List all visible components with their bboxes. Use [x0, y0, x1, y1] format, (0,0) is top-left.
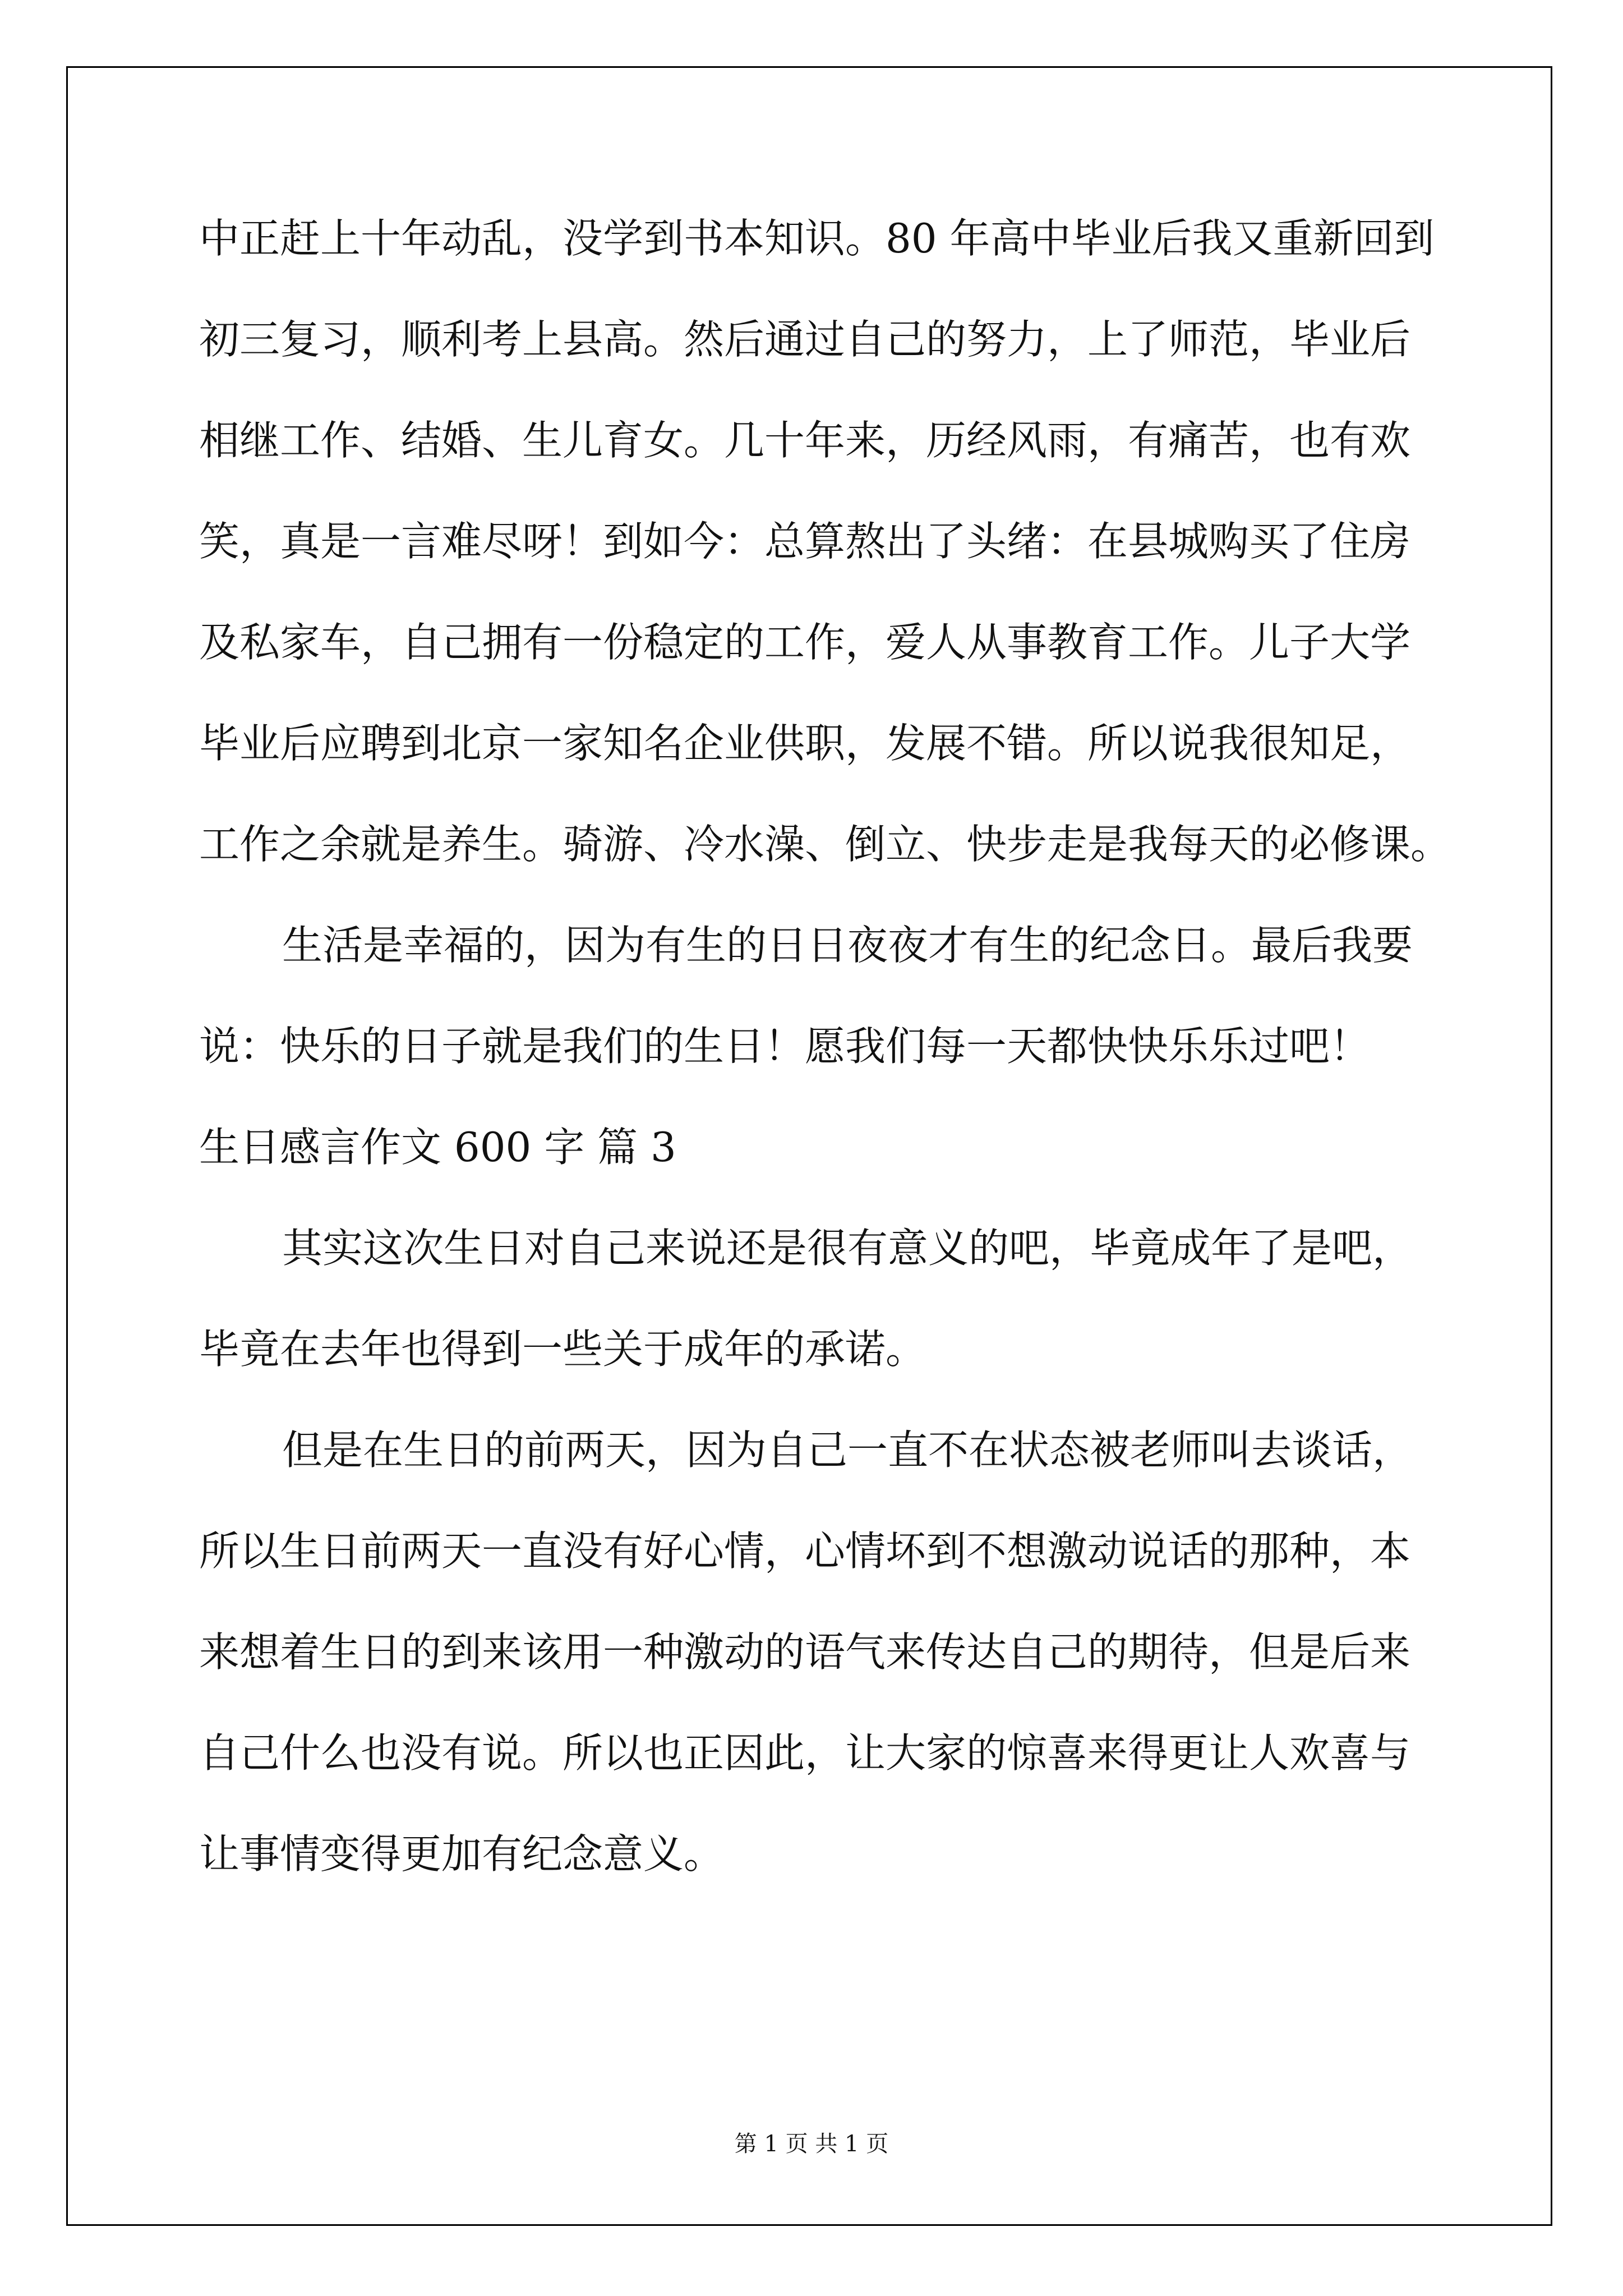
document-body: [199, 205, 1451, 1921]
text-line-14: 所以生日前两天一直没有好心情，心情坏到不想激动说话的那种，本: [199, 1527, 1411, 1575]
text-line-7: 工作之余就是养生。骑游、冷水澡、倒立、快步走是我每天的必修课。: [199, 821, 1451, 868]
text-line-15: 来想着生日的到来该用一种激动的语气来传达自己的期待，但是后来: [199, 1628, 1411, 1676]
section-heading: 生日感言作文 600 字 篇 3: [199, 1124, 676, 1171]
text-line-8: 生活是幸福的，因为有生的日日夜夜才有生的纪念日。最后我要: [282, 922, 1413, 969]
text-line-12: 毕竟在去年也得到一些关于成年的承诺。: [199, 1326, 926, 1373]
text-line-5: 及私家车，自己拥有一份稳定的工作，爱人从事教育工作。儿子大学: [199, 619, 1411, 666]
text-line-4: 笑，真是一言难尽呀！到如今：总算熬出了头绪：在县城购买了住房: [199, 518, 1411, 565]
text-line-13: 但是在生日的前两天，因为自己一直不在状态被老师叫去谈话，: [282, 1427, 1413, 1474]
text-line-17: 让事情变得更加有纪念意义。: [199, 1830, 725, 1878]
text-line-2: 初三复习，顺利考上县高。然后通过自己的努力，上了师范，毕业后: [199, 316, 1411, 363]
text-line-9: 说：快乐的日子就是我们的生日！愿我们每一天都快快乐乐过吧！: [199, 1023, 1371, 1070]
text-line-16: 自己什么也没有说。所以也正因此，让大家的惊喜来得更让人欢喜与: [199, 1729, 1411, 1777]
page-footer: 第 1 页 共 1 页: [734, 2131, 889, 2157]
text-line-3: 相继工作、结婚、生儿育女。几十年来，历经风雨，有痛苦，也有欢: [199, 417, 1411, 464]
text-line-1: 中正赶上十年动乱，没学到书本知识。80 年高中毕业后我又重新回到: [199, 215, 1435, 262]
text-line-11: 其实这次生日对自己来说还是很有意义的吧，毕竟成年了是吧，: [282, 1225, 1413, 1272]
text-line-6: 毕业后应聘到北京一家知名企业供职，发展不错。所以说我很知足，: [199, 720, 1411, 767]
